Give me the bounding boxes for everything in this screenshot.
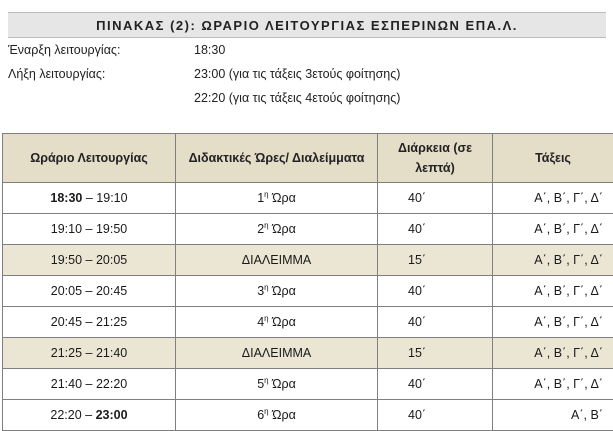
- header-schedule: [3, 134, 176, 183]
- classes-cell: Α΄, Β΄, Γ΄, Δ΄: [493, 214, 613, 245]
- time-start: 21:25: [51, 346, 82, 360]
- header-duration-line-1: Διάρκεια: [398, 141, 450, 155]
- table-row-break: [3, 245, 613, 276]
- classes-cell: Α΄, Β΄, Γ΄, Δ΄: [493, 338, 613, 369]
- time-cell: [3, 369, 176, 400]
- period-ordinal: η: [264, 314, 268, 323]
- time-start: 22:20: [50, 408, 81, 422]
- time-separator: –: [82, 191, 96, 205]
- period-ordinal: η: [264, 221, 268, 230]
- period-label: Ώρα: [269, 284, 296, 298]
- time-cell: [3, 276, 176, 307]
- header-classes-line: Τάξεις: [535, 151, 571, 165]
- classes-cell: Α΄, Β΄, Γ΄, Δ΄: [493, 307, 613, 338]
- document-title: ΠΙΝΑΚΑΣ (2): ΩΡΑΡΙΟ ΛΕΙΤΟΥΡΓΙΑΣ ΕΣΠΕΡΙΝΩΝ ΕΠΑ.Λ.: [8, 12, 606, 38]
- classes-cell: Α΄, Β΄, Γ΄, Δ΄: [493, 183, 613, 214]
- period-ordinal: η: [264, 283, 268, 292]
- period-cell: [176, 276, 378, 307]
- classes-cell: Α΄, Β΄, Γ΄, Δ΄: [493, 369, 613, 400]
- period-cell: [176, 183, 378, 214]
- time-separator: –: [82, 253, 96, 267]
- table-row: [3, 307, 613, 338]
- period-cell: [176, 369, 378, 400]
- time-separator: –: [82, 346, 96, 360]
- duration-cell: 40΄: [378, 183, 493, 214]
- header-periods-line-2: Διαλείμματα: [292, 151, 364, 165]
- duration-cell: 40΄: [378, 400, 493, 431]
- period-cell: [176, 400, 378, 431]
- time-separator: –: [82, 377, 96, 391]
- duration-cell: 40΄: [378, 276, 493, 307]
- header-classes: [493, 134, 613, 183]
- time-start: 19:50: [51, 253, 82, 267]
- time-separator: –: [82, 315, 96, 329]
- period-cell: [176, 245, 378, 276]
- classes-cell: Α΄, Β΄: [493, 400, 613, 431]
- table-row: [3, 214, 613, 245]
- time-end: 20:05: [96, 253, 127, 267]
- period-number: 5: [257, 377, 264, 391]
- time-cell: [3, 400, 176, 431]
- end-value-4year: 22:20 (για τις τάξεις 4ετούς φοίτησης): [194, 91, 400, 105]
- table-row-break: [3, 338, 613, 369]
- time-cell: [3, 183, 176, 214]
- table-row: [3, 369, 613, 400]
- time-separator: –: [82, 222, 96, 236]
- time-cell: [3, 214, 176, 245]
- period-label: ΔΙΑΛΕΙΜΜΑ: [242, 253, 311, 267]
- classes-cell: Α΄, Β΄, Γ΄, Δ΄: [493, 276, 613, 307]
- duration-cell: 40΄: [378, 214, 493, 245]
- time-start: 20:05: [51, 284, 82, 298]
- time-cell: [3, 245, 176, 276]
- period-number: 2: [257, 222, 264, 236]
- time-end: 22:20: [96, 377, 127, 391]
- period-label: ΔΙΑΛΕΙΜΜΑ: [242, 346, 311, 360]
- header-duration-line-2: (σε λεπτά): [415, 141, 472, 175]
- time-end: 21:25: [96, 315, 127, 329]
- time-end: 23:00: [96, 408, 128, 422]
- header-schedule-line: Ωράριο Λειτουργίας: [30, 151, 148, 165]
- duration-cell: 40΄: [378, 307, 493, 338]
- table-row: [3, 276, 613, 307]
- period-cell: [176, 338, 378, 369]
- start-value: 18:30: [194, 43, 225, 57]
- time-start: 21:40: [51, 377, 82, 391]
- time-separator: –: [82, 408, 96, 422]
- time-cell: [3, 338, 176, 369]
- period-label: Ώρα: [269, 222, 296, 236]
- period-number: 1: [257, 191, 264, 205]
- time-end: 20:45: [96, 284, 127, 298]
- duration-cell: 15΄: [378, 245, 493, 276]
- period-label: Ώρα: [269, 408, 296, 422]
- time-start: 20:45: [51, 315, 82, 329]
- time-end: 21:40: [96, 346, 127, 360]
- period-ordinal: η: [264, 190, 268, 199]
- period-cell: [176, 214, 378, 245]
- period-number: 6: [257, 408, 264, 422]
- period-label: Ώρα: [269, 191, 296, 205]
- time-cell: [3, 307, 176, 338]
- table-header-row: [3, 134, 613, 183]
- table-row: [3, 183, 613, 214]
- period-label: Ώρα: [269, 377, 296, 391]
- time-separator: –: [82, 284, 96, 298]
- table-row: [3, 400, 613, 431]
- period-label: Ώρα: [269, 315, 296, 329]
- time-start: 19:10: [51, 222, 82, 236]
- header-periods: [176, 134, 378, 183]
- duration-cell: 15΄: [378, 338, 493, 369]
- schedule-table: [2, 133, 613, 431]
- end-label: Λήξη λειτουργίας:: [8, 67, 105, 81]
- start-label: Έναρξη λειτουργίας:: [8, 43, 120, 57]
- duration-cell: 40΄: [378, 369, 493, 400]
- header-duration: [378, 134, 493, 183]
- period-number: 3: [257, 284, 264, 298]
- header-periods-line-1: Διδακτικές Ώρες/: [189, 151, 289, 165]
- period-ordinal: η: [264, 407, 268, 416]
- period-cell: [176, 307, 378, 338]
- time-end: 19:50: [96, 222, 127, 236]
- period-number: 4: [257, 315, 264, 329]
- classes-cell: Α΄, Β΄, Γ΄, Δ΄: [493, 245, 613, 276]
- time-end: 19:10: [96, 191, 127, 205]
- time-start: 18:30: [50, 191, 82, 205]
- end-value-3year: 23:00 (για τις τάξεις 3ετούς φοίτησης): [194, 67, 400, 81]
- period-ordinal: η: [264, 376, 268, 385]
